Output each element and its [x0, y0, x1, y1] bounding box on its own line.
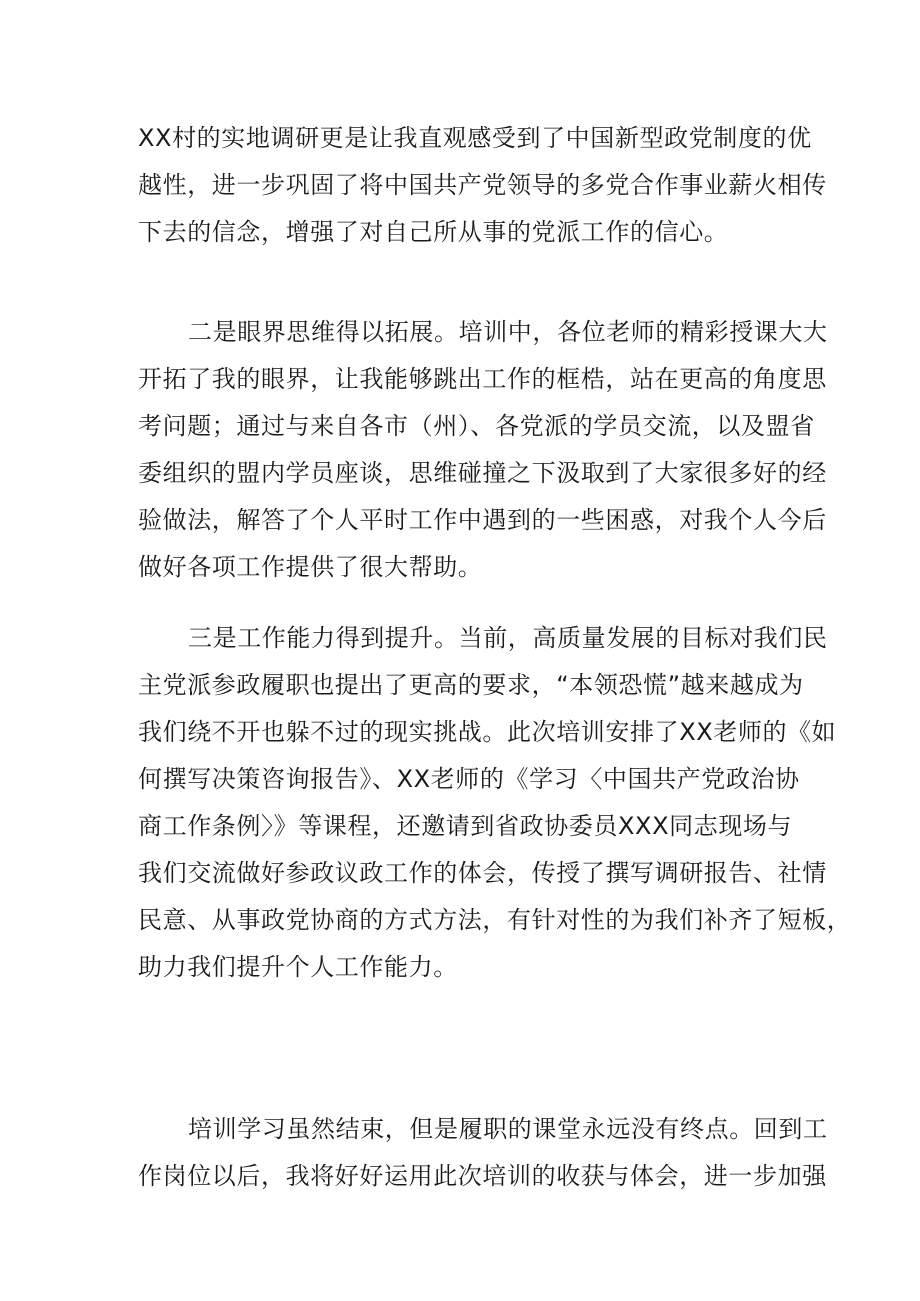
text-line: 验做法，解答了个人平时工作中遇到的一些困惑，对我个人今后: [138, 506, 827, 534]
text-line: 我们绕不开也躲不过的现实挑战。此次培训安排了XX老师的《如: [138, 718, 837, 746]
text-line: 三是工作能力得到提升。当前，高质量发展的目标对我们民: [188, 624, 828, 652]
text-line: 二是眼界思维得以拓展。培训中，各位老师的精彩授课大大: [188, 318, 828, 346]
text-line: 开拓了我的眼界，让我能够跳出工作的框梏，站在更高的角度思: [138, 365, 827, 393]
text-line: 助力我们提升个人工作能力。: [138, 953, 458, 981]
text-line: XX村的实地调研更是让我直观感受到了中国新型政党制度的优: [138, 124, 812, 152]
text-line: 越性，进一步巩固了将中国共产党领导的多党合作事业薪火相传: [138, 171, 827, 199]
text-line: 民意、从事政党协商的方式方法，有针对性的为我们补齐了短板，: [138, 906, 852, 934]
text-line: 培训学习虽然结束，但是履职的课堂永远没有终点。回到工: [188, 1115, 828, 1143]
text-line: 下去的信念，增强了对自己所从事的党派工作的信心。: [138, 218, 729, 246]
text-line: 做好各项工作提供了很大帮助。: [138, 553, 483, 581]
text-line: 主党派参政履职也提出了更高的要求，“本领恐慌”越来越成为: [138, 671, 804, 699]
text-line: 考问题；通过与来自各市（州）、各党派的学员交流，以及盟省: [138, 412, 815, 440]
text-line: 商工作条例〉》等课程，还邀请到省政协委员XXX同志现场与: [138, 812, 793, 840]
text-line: 何撰写决策咨询报告》、XX老师的《学习〈中国共产党政治协: [138, 765, 800, 793]
text-line: 委组织的盟内学员座谈，思维碰撞之下汲取到了大家很多好的经: [138, 459, 827, 487]
text-line: 作岗位以后，我将好好运用此次培训的收获与体会，进一步加强: [138, 1162, 827, 1190]
text-line: 我们交流做好参政议政工作的体会，传授了撰写调研报告、社情: [138, 859, 827, 887]
